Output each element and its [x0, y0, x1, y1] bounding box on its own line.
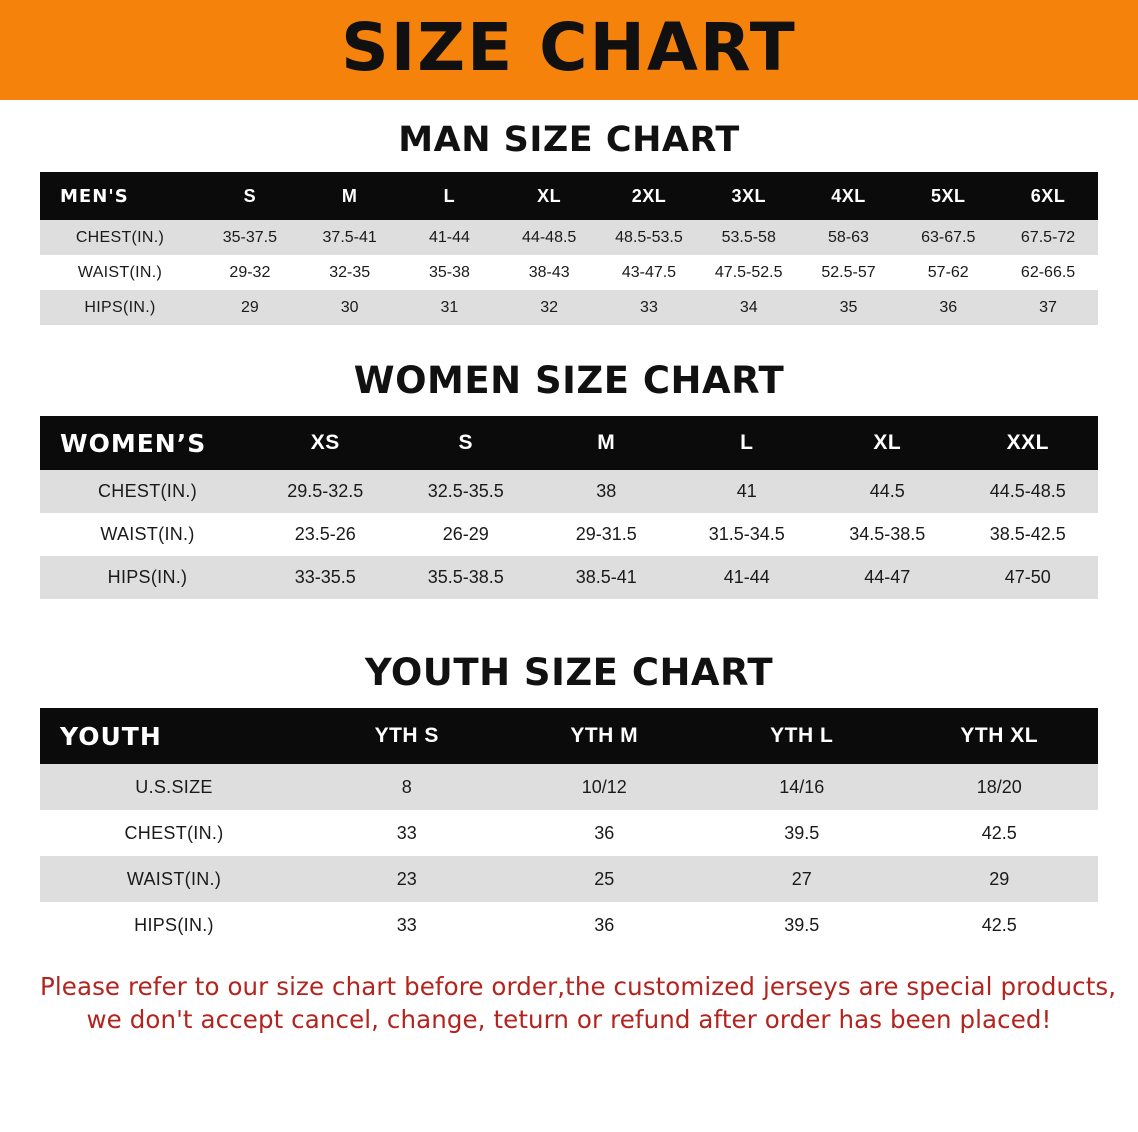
column-header-youth-1: YTH M: [506, 708, 704, 764]
men-table-body: [40, 220, 1098, 325]
cell-youth-2-2: 27: [703, 856, 901, 902]
cell-women-0-3: 41: [677, 470, 818, 513]
cell-women-1-4: 34.5-38.5: [817, 513, 958, 556]
cell-women-0-2: 38: [536, 470, 677, 513]
row-label-youth-0: U.S.SIZE: [40, 764, 308, 810]
cell-women-0-4: 44.5: [817, 470, 958, 513]
cell-youth-2-3: 29: [901, 856, 1099, 902]
section-women: [40, 359, 1098, 599]
cell-men-2-5: 34: [699, 290, 799, 325]
cell-men-1-4: 43-47.5: [599, 255, 699, 290]
row-label-women-2: HIPS(IN.): [40, 556, 255, 599]
section-men: [40, 120, 1098, 325]
column-header-youth-3: YTH XL: [901, 708, 1099, 764]
cell-men-2-6: 35: [799, 290, 899, 325]
youth-table-body: [40, 764, 1098, 948]
cell-women-1-2: 29-31.5: [536, 513, 677, 556]
section-title-women: WOMEN SIZE CHART: [353, 359, 785, 402]
cell-women-0-0: 29.5-32.5: [255, 470, 396, 513]
table-row: [40, 856, 1098, 902]
cell-youth-2-1: 25: [506, 856, 704, 902]
men-corner-label: MEN'S: [40, 172, 200, 220]
cell-men-1-5: 47.5-52.5: [699, 255, 799, 290]
column-header-men-7: 5XL: [898, 172, 998, 220]
cell-women-0-5: 44.5-48.5: [958, 470, 1099, 513]
table-row: [40, 513, 1098, 556]
cell-youth-0-3: 18/20: [901, 764, 1099, 810]
notice-line-2: we don't accept cancel, change, teturn or refund after order has been placed!: [86, 1005, 1052, 1035]
cell-women-2-5: 47-50: [958, 556, 1099, 599]
table-row: [40, 290, 1098, 325]
section-title-youth: YOUTH SIZE CHART: [364, 651, 774, 694]
column-header-men-4: 2XL: [599, 172, 699, 220]
table-header-row: [40, 416, 1098, 470]
table-row: [40, 902, 1098, 948]
cell-women-1-3: 31.5-34.5: [677, 513, 818, 556]
column-header-youth-2: YTH L: [703, 708, 901, 764]
column-header-men-6: 4XL: [799, 172, 899, 220]
cell-youth-0-1: 10/12: [506, 764, 704, 810]
cell-men-2-1: 30: [300, 290, 400, 325]
women-size-table: [40, 416, 1098, 599]
cell-women-1-1: 26-29: [396, 513, 537, 556]
cell-youth-3-0: 33: [308, 902, 506, 948]
cell-youth-0-0: 8: [308, 764, 506, 810]
table-row: [40, 556, 1098, 599]
table-header-row: [40, 172, 1098, 220]
column-header-men-8: 6XL: [998, 172, 1098, 220]
women-corner-label: WOMEN’S: [40, 416, 255, 470]
cell-youth-1-0: 33: [308, 810, 506, 856]
cell-youth-2-0: 23: [308, 856, 506, 902]
row-label-men-2: HIPS(IN.): [40, 290, 200, 325]
table-row: [40, 764, 1098, 810]
cell-men-1-3: 38-43: [499, 255, 599, 290]
cell-men-0-5: 53.5-58: [699, 220, 799, 255]
table-header-row: [40, 708, 1098, 764]
column-header-women-1: S: [396, 416, 537, 470]
cell-men-0-3: 44-48.5: [499, 220, 599, 255]
cell-women-2-1: 35.5-38.5: [396, 556, 537, 599]
cell-men-1-1: 32-35: [300, 255, 400, 290]
table-row: [40, 255, 1098, 290]
cell-youth-1-3: 42.5: [901, 810, 1099, 856]
men-size-table: [40, 172, 1098, 325]
cell-youth-3-3: 42.5: [901, 902, 1099, 948]
row-label-youth-1: CHEST(IN.): [40, 810, 308, 856]
cell-women-2-3: 41-44: [677, 556, 818, 599]
column-header-men-1: M: [300, 172, 400, 220]
cell-men-1-2: 35-38: [400, 255, 500, 290]
cell-women-2-2: 38.5-41: [536, 556, 677, 599]
notice-line-1: Please refer to our size chart before order,the customized jerseys are special products,: [40, 972, 1117, 1001]
cell-youth-3-1: 36: [506, 902, 704, 948]
cell-men-1-6: 52.5-57: [799, 255, 899, 290]
row-label-youth-2: WAIST(IN.): [40, 856, 308, 902]
cell-men-0-0: 35-37.5: [200, 220, 300, 255]
section-title-men: MAN SIZE CHART: [398, 120, 740, 160]
column-header-men-2: L: [400, 172, 500, 220]
order-notice: [40, 970, 1117, 1036]
row-label-men-0: CHEST(IN.): [40, 220, 200, 255]
women-table-body: [40, 470, 1098, 599]
page-title: SIZE CHART: [341, 9, 797, 86]
cell-men-2-8: 37: [998, 290, 1098, 325]
table-row: [40, 220, 1098, 255]
cell-men-1-7: 57-62: [898, 255, 998, 290]
table-row: [40, 810, 1098, 856]
cell-women-0-1: 32.5-35.5: [396, 470, 537, 513]
cell-youth-1-2: 39.5: [703, 810, 901, 856]
cell-men-2-2: 31: [400, 290, 500, 325]
row-label-women-1: WAIST(IN.): [40, 513, 255, 556]
cell-women-2-0: 33-35.5: [255, 556, 396, 599]
row-label-youth-3: HIPS(IN.): [40, 902, 308, 948]
column-header-men-5: 3XL: [699, 172, 799, 220]
cell-men-2-4: 33: [599, 290, 699, 325]
cell-men-2-0: 29: [200, 290, 300, 325]
column-header-women-4: XL: [817, 416, 958, 470]
youth-corner-label: YOUTH: [40, 708, 308, 764]
cell-men-0-6: 58-63: [799, 220, 899, 255]
column-header-women-5: XXL: [958, 416, 1099, 470]
column-header-men-0: S: [200, 172, 300, 220]
row-label-men-1: WAIST(IN.): [40, 255, 200, 290]
column-header-women-2: M: [536, 416, 677, 470]
cell-women-1-0: 23.5-26: [255, 513, 396, 556]
cell-men-0-7: 63-67.5: [898, 220, 998, 255]
cell-youth-3-2: 39.5: [703, 902, 901, 948]
cell-men-1-0: 29-32: [200, 255, 300, 290]
cell-women-2-4: 44-47: [817, 556, 958, 599]
cell-men-0-1: 37.5-41: [300, 220, 400, 255]
cell-men-0-4: 48.5-53.5: [599, 220, 699, 255]
section-youth: [40, 651, 1098, 948]
column-header-women-0: XS: [255, 416, 396, 470]
cell-men-0-8: 67.5-72: [998, 220, 1098, 255]
row-label-women-0: CHEST(IN.): [40, 470, 255, 513]
cell-youth-0-2: 14/16: [703, 764, 901, 810]
cell-men-2-7: 36: [898, 290, 998, 325]
table-row: [40, 470, 1098, 513]
column-header-women-3: L: [677, 416, 818, 470]
cell-women-1-5: 38.5-42.5: [958, 513, 1099, 556]
cell-men-2-3: 32: [499, 290, 599, 325]
column-header-youth-0: YTH S: [308, 708, 506, 764]
cell-youth-1-1: 36: [506, 810, 704, 856]
youth-size-table: [40, 708, 1098, 948]
banner: [0, 0, 1138, 100]
column-header-men-3: XL: [499, 172, 599, 220]
cell-men-1-8: 62-66.5: [998, 255, 1098, 290]
cell-men-0-2: 41-44: [400, 220, 500, 255]
